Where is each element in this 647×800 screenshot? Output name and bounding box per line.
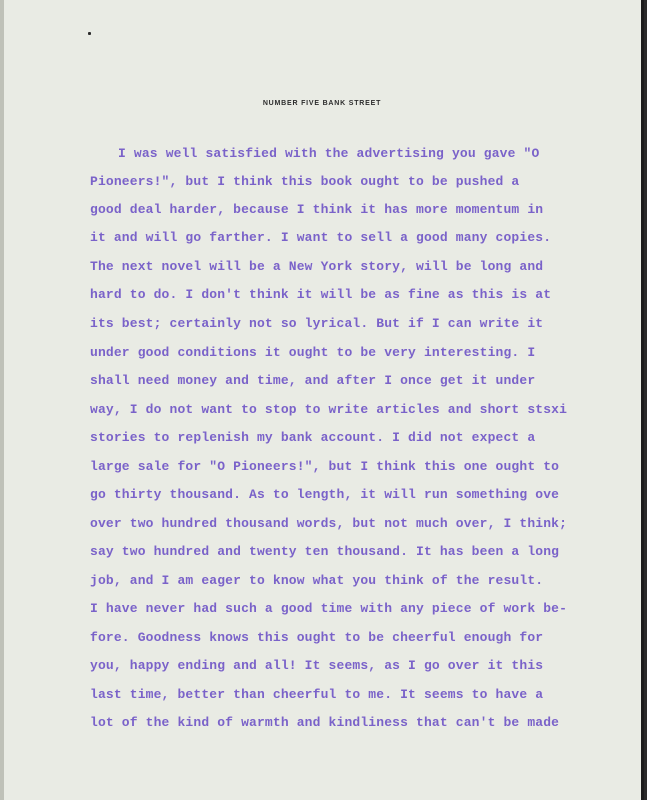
- text-line: over two hundred thousand words, but not much over, I think;: [90, 516, 568, 531]
- text-line: Pioneers!", but I think this book ought to be pushed a: [90, 174, 520, 189]
- text-line: I was well satisfied with the advertising you gave "O: [118, 146, 540, 161]
- paper-speck: [88, 32, 91, 35]
- text-line: go thirty thousand. As to length, it will run something ove: [90, 487, 560, 502]
- text-line: way, I do not want to stop to write articles and short stsxi: [90, 402, 568, 417]
- text-line: I have never had such a good time with any piece of work be-: [90, 601, 568, 616]
- page-edge: [0, 0, 4, 800]
- text-line: it and will go farther. I want to sell a good many copies.: [90, 230, 552, 245]
- text-line: good deal harder, because I think it has more momentum in: [90, 202, 544, 217]
- text-line: The next novel will be a New York story, will be long and: [90, 259, 544, 274]
- text-line: shall need money and time, and after I once get it under: [90, 373, 536, 388]
- text-line: large sale for "O Pioneers!", but I think this one ought to: [90, 459, 560, 474]
- text-line: last time, better than cheerful to me. It seems to have a: [90, 687, 544, 702]
- text-line: say two hundred and twenty ten thousand. It has been a long: [90, 544, 560, 559]
- text-line: job, and I am eager to know what you think of the result.: [90, 573, 544, 588]
- text-line: you, happy ending and all! It seems, as I go over it this: [90, 658, 544, 673]
- text-line: its best; certainly not so lyrical. But if I can write it: [90, 316, 544, 331]
- letterhead: NUMBER FIVE BANK STREET: [262, 100, 382, 107]
- text-line: under good conditions it ought to be very interesting. I: [90, 345, 536, 360]
- text-line: lot of the kind of warmth and kindliness that can't be made: [90, 715, 560, 730]
- text-line: hard to do. I don't think it will be as fine as this is at: [90, 287, 552, 302]
- text-line: stories to replenish my bank account. I did not expect a: [90, 430, 536, 445]
- text-line: fore. Goodness knows this ought to be cheerful enough for: [90, 630, 544, 645]
